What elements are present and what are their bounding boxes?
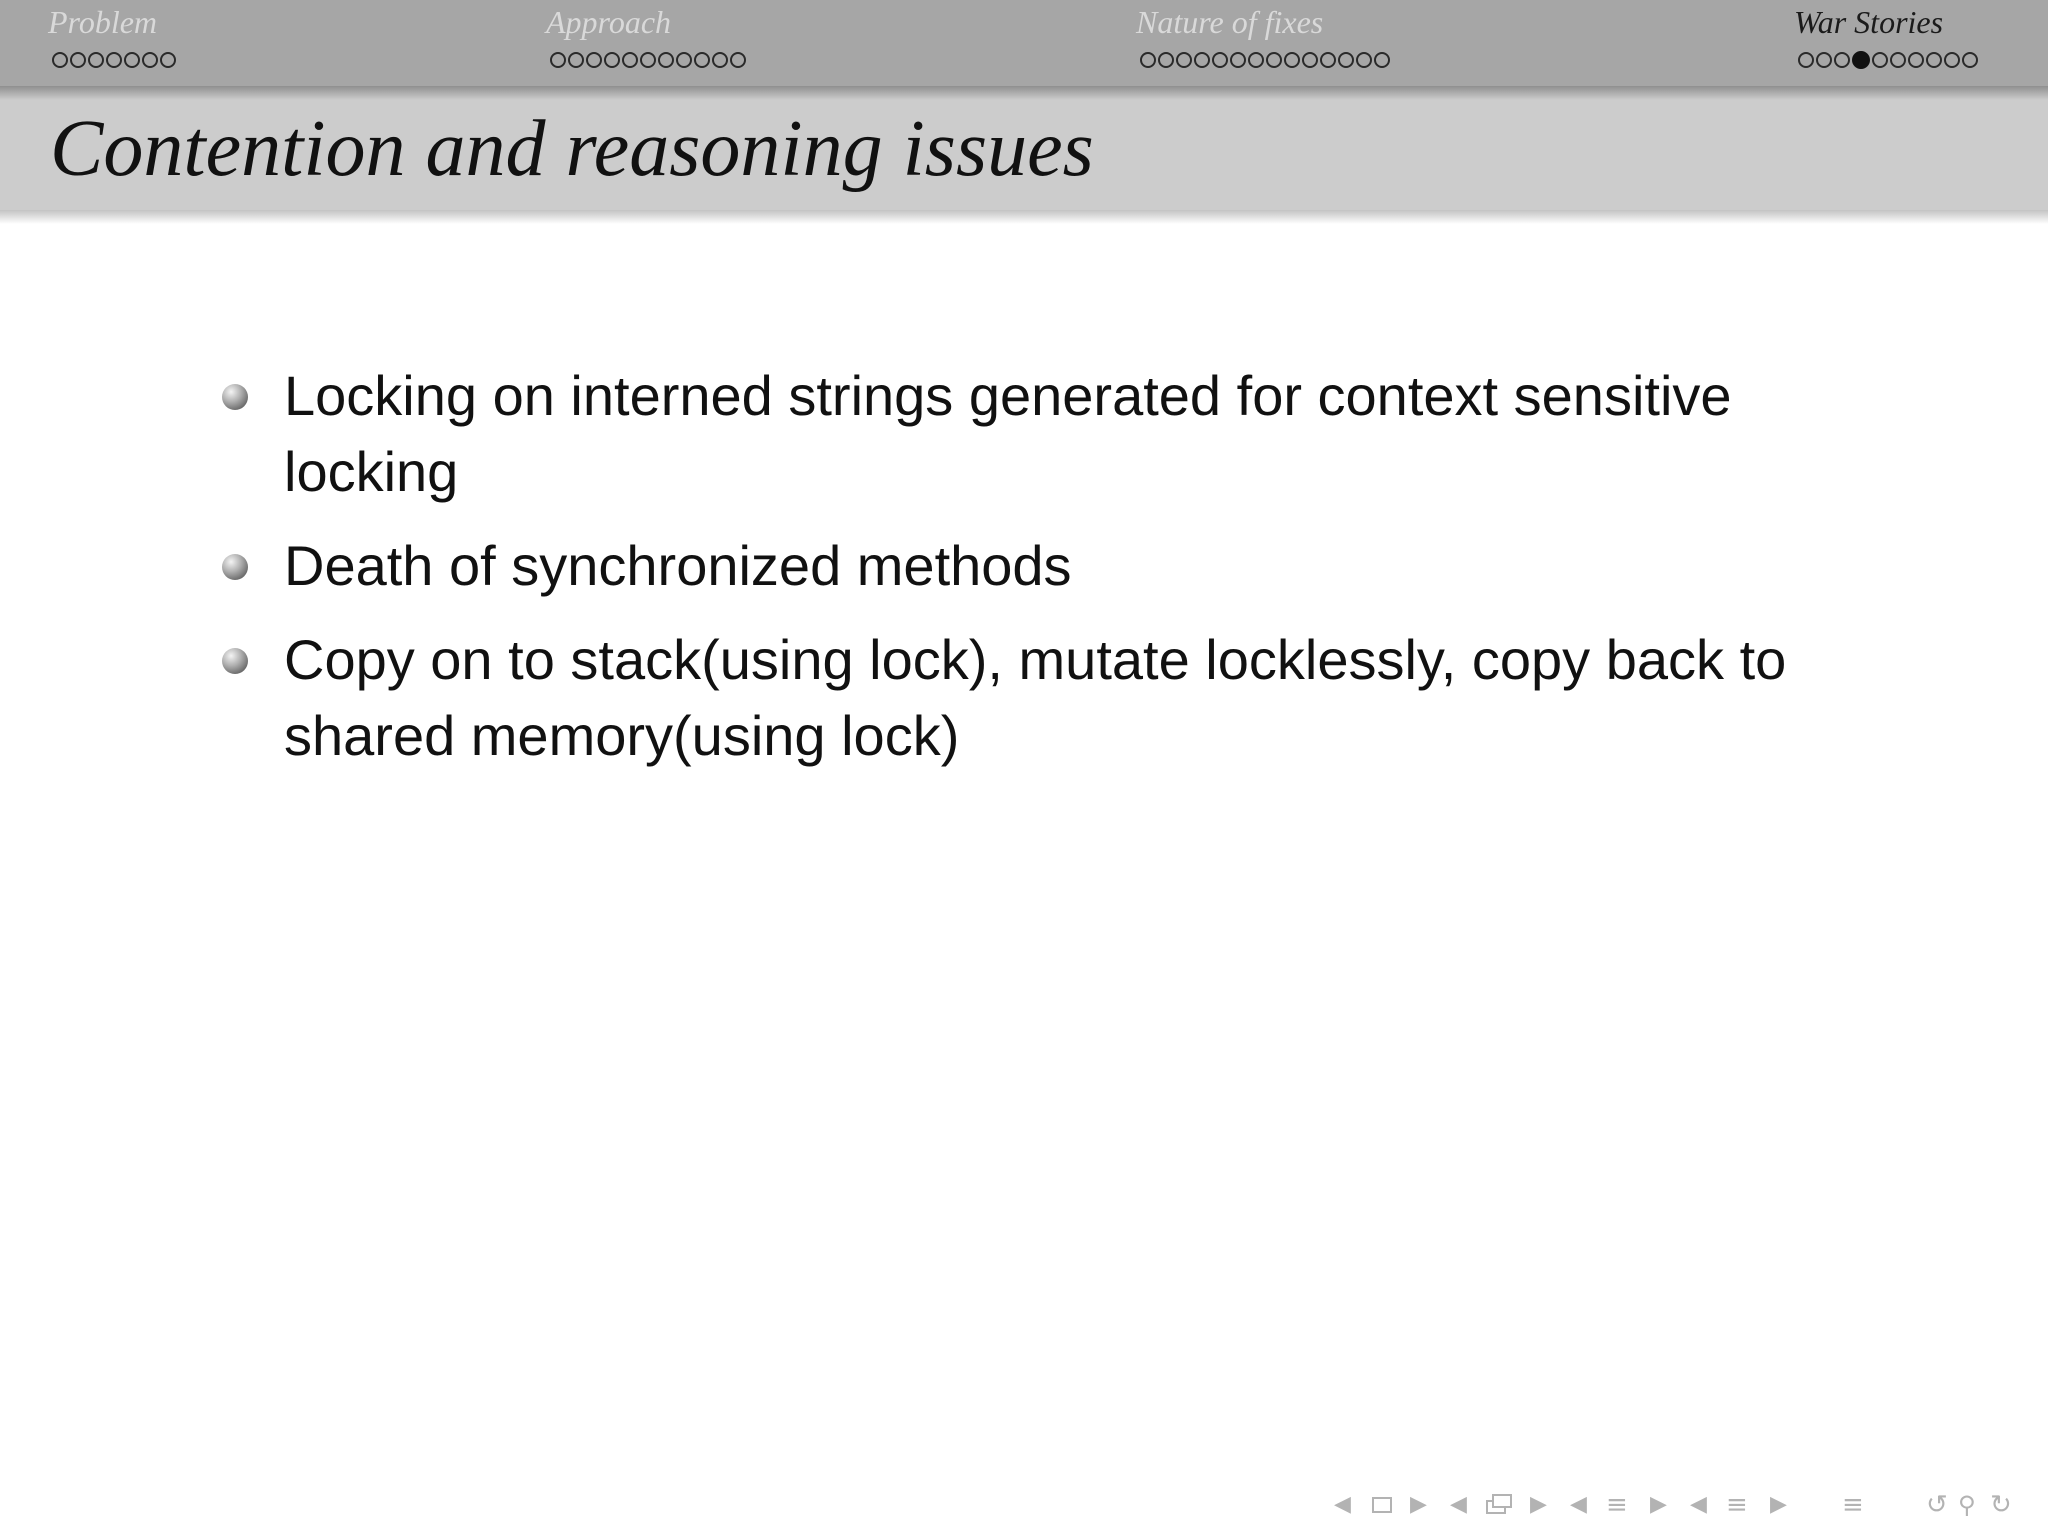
frame-dot[interactable] (676, 52, 692, 68)
frame-dot[interactable] (106, 52, 122, 68)
frame-dot[interactable] (1140, 52, 1156, 68)
frame-box-front-icon[interactable] (1492, 1494, 1512, 1508)
search-icon[interactable]: ⚲ (1958, 1491, 1976, 1519)
list-item (222, 358, 1882, 510)
frame-dot[interactable] (568, 52, 584, 68)
nav-section-label[interactable]: Nature of fixes (1136, 4, 1324, 40)
frame-dot[interactable] (1212, 52, 1228, 68)
frame-dot[interactable] (124, 52, 140, 68)
beamer-navigation-controls (1330, 1490, 2030, 1520)
frame-dot[interactable] (142, 52, 158, 68)
list-item (222, 528, 1882, 604)
frame-dot[interactable] (1834, 52, 1850, 68)
list-item (222, 622, 1882, 774)
frame-dot[interactable] (1962, 52, 1978, 68)
frame-dot[interactable] (1944, 52, 1960, 68)
frame-dot[interactable] (1230, 52, 1246, 68)
arrow-left-icon[interactable]: ◀ (1570, 1492, 1587, 1517)
frame-dot[interactable] (1338, 52, 1354, 68)
arrow-right-icon[interactable]: ▶ (1650, 1492, 1667, 1517)
frame-dot[interactable] (160, 52, 176, 68)
nav-section-dots (550, 49, 746, 71)
subsection-nav-icon[interactable] (1570, 1490, 1670, 1520)
frame-dot[interactable] (712, 52, 728, 68)
arrow-right-icon[interactable]: ▶ (1410, 1492, 1427, 1517)
list-lines-icon[interactable]: ≡ (1726, 1490, 1748, 1520)
title-band-top-shadow (0, 86, 2048, 100)
section-navigation-bar (0, 0, 2048, 86)
bullet-list (222, 358, 1882, 792)
frame-dot[interactable] (640, 52, 656, 68)
frame-dot[interactable] (1194, 52, 1210, 68)
undo-icon[interactable]: ↺ (1926, 1490, 1948, 1520)
frame-dot[interactable] (1816, 52, 1832, 68)
frame-dot[interactable] (1356, 52, 1372, 68)
frame-dot[interactable] (1872, 52, 1888, 68)
bullet-text: Copy on to stack(using lock), mutate locklessly, copy back to shared memory(using lock) (284, 628, 1787, 767)
frame-dot[interactable] (1158, 52, 1174, 68)
sphere-bullet-icon (222, 384, 248, 410)
frame-dot[interactable] (658, 52, 674, 68)
frame-dot[interactable] (52, 52, 68, 68)
frame-dot[interactable] (730, 52, 746, 68)
redo-icon[interactable]: ↻ (1990, 1490, 2012, 1520)
frame-dot[interactable] (1798, 52, 1814, 68)
frame-dot[interactable] (70, 52, 86, 68)
arrow-left-icon[interactable]: ◀ (1334, 1492, 1351, 1517)
frame-dot[interactable] (622, 52, 638, 68)
frame-dot[interactable] (1926, 52, 1942, 68)
section-nav-icon[interactable] (1690, 1490, 1790, 1520)
frame-nav-icon[interactable] (1450, 1490, 1550, 1520)
arrow-left-icon[interactable]: ◀ (1450, 1492, 1467, 1517)
arrow-right-icon[interactable]: ▶ (1530, 1492, 1547, 1517)
sphere-bullet-icon (222, 648, 248, 674)
nav-section-dots (52, 49, 176, 71)
frame-dot[interactable] (550, 52, 566, 68)
sphere-bullet-icon (222, 554, 248, 580)
frame-dot[interactable] (586, 52, 602, 68)
frame-dot[interactable] (694, 52, 710, 68)
frame-dot[interactable] (1176, 52, 1192, 68)
frame-dot[interactable] (1890, 52, 1906, 68)
frame-dot[interactable] (1266, 52, 1282, 68)
slide-title: Contention and reasoning issues (50, 105, 1094, 193)
toc-icon[interactable]: ≡ (1842, 1490, 1864, 1520)
nav-section-dots (1140, 49, 1390, 71)
frame-dot[interactable] (1248, 52, 1264, 68)
nav-section-dots (1798, 49, 1978, 71)
current-frame-dot[interactable] (1852, 51, 1870, 69)
list-lines-icon[interactable]: ≡ (1606, 1490, 1628, 1520)
frame-dot[interactable] (1374, 52, 1390, 68)
frame-dot[interactable] (1320, 52, 1336, 68)
nav-section-label[interactable]: Approach (546, 4, 672, 40)
frame-dot[interactable] (88, 52, 104, 68)
arrow-right-icon[interactable]: ▶ (1770, 1492, 1787, 1517)
frame-dot[interactable] (604, 52, 620, 68)
nav-section-label[interactable]: Problem (48, 4, 158, 40)
frame-dot[interactable] (1302, 52, 1318, 68)
frame-dot[interactable] (1908, 52, 1924, 68)
bullet-text: Death of synchronized methods (284, 534, 1072, 597)
bullet-text: Locking on interned strings generated for context sensitive locking (284, 364, 1732, 503)
slide-nav-icon[interactable] (1330, 1490, 1430, 1520)
nav-section-label[interactable]: War Stories (1794, 4, 1944, 40)
slide-box-icon[interactable] (1372, 1497, 1392, 1513)
frame-dot[interactable] (1284, 52, 1300, 68)
arrow-left-icon[interactable]: ◀ (1690, 1492, 1707, 1517)
title-band-bottom-shadow (0, 210, 2048, 224)
